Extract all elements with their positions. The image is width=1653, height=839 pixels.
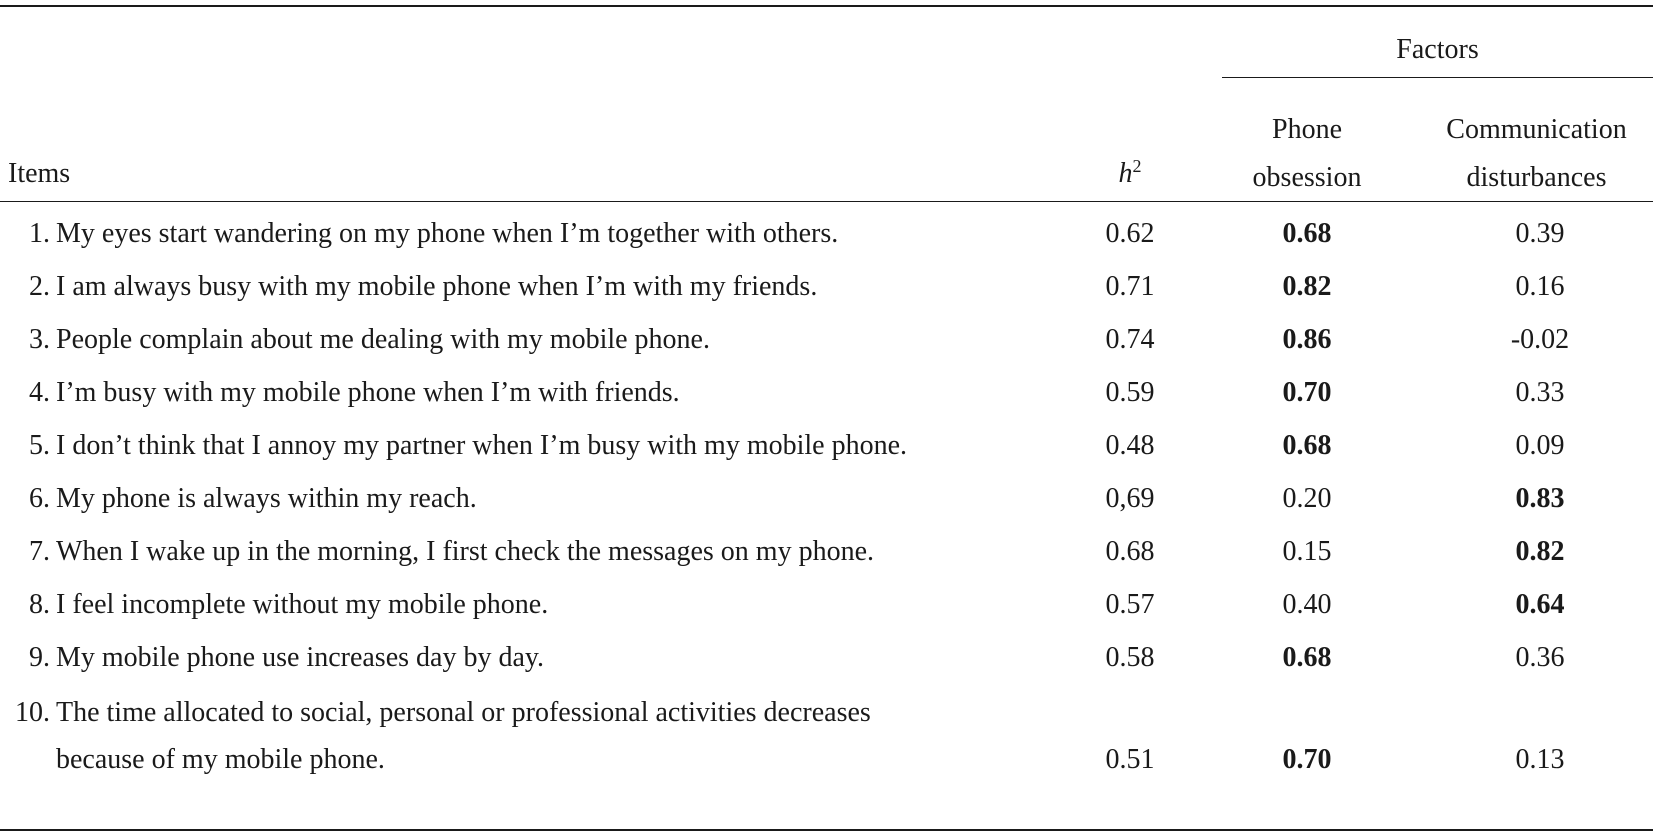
factors-header: Factors <box>1396 34 1479 65</box>
communication-disturbances-loading: 0.33 <box>1515 377 1565 408</box>
item-text: I feel incomplete without my mobile phone. <box>56 589 549 620</box>
communality-value: 0.68 <box>1105 536 1155 567</box>
communality-value: 0.51 <box>1105 744 1155 775</box>
communality-superscript: 2 <box>1132 156 1142 176</box>
phone-obsession-header-line1: Phone <box>1272 114 1342 145</box>
communality-value: 0.74 <box>1105 324 1155 355</box>
phone-obsession-loading: 0.82 <box>1282 271 1332 302</box>
communication-header-line1: Communication <box>1446 114 1627 145</box>
item-text-continued: because of my mobile phone. <box>56 744 385 775</box>
communality-value: 0.58 <box>1105 642 1155 673</box>
communication-disturbances-loading: 0.13 <box>1515 744 1565 775</box>
phone-obsession-loading: 0.15 <box>1282 536 1332 567</box>
communication-disturbances-loading: 0.64 <box>1515 589 1565 620</box>
communication-disturbances-loading: -0.02 <box>1510 324 1570 355</box>
communication-disturbances-loading: 0.39 <box>1515 218 1565 249</box>
communality-value: 0,69 <box>1105 483 1155 514</box>
phone-obsession-header-line2: obsession <box>1252 162 1362 193</box>
communality-symbol: h <box>1118 158 1133 189</box>
item-text: My eyes start wandering on my phone when I’m together with others. <box>56 218 839 249</box>
communality-value: 0.62 <box>1105 218 1155 249</box>
communality-value: 0.48 <box>1105 430 1155 461</box>
item-text: I am always busy with my mobile phone when I’m with my friends. <box>56 271 818 302</box>
item-number: 3. <box>29 324 50 355</box>
communality-value: 0.57 <box>1105 589 1155 620</box>
item-number: 6. <box>29 483 50 514</box>
phone-obsession-loading: 0.68 <box>1282 642 1332 673</box>
item-text: When I wake up in the morning, I first check the messages on my phone. <box>56 536 875 567</box>
communication-disturbances-loading: 0.09 <box>1515 430 1565 461</box>
phone-obsession-loading: 0.86 <box>1282 324 1332 355</box>
item-number: 10. <box>15 697 50 728</box>
phone-obsession-loading: 0.40 <box>1282 589 1332 620</box>
item-number: 9. <box>29 642 50 673</box>
communication-header-line2: disturbances <box>1466 162 1607 193</box>
item-number: 5. <box>29 430 50 461</box>
item-text: My phone is always within my reach. <box>56 483 477 514</box>
communication-disturbances-header <box>1420 106 1653 202</box>
phone-obsession-header <box>1222 106 1392 202</box>
communication-disturbances-loading: 0.83 <box>1515 483 1565 514</box>
communality-header <box>1090 158 1170 190</box>
item-text: I’m busy with my mobile phone when I’m with friends. <box>56 377 680 408</box>
phone-obsession-loading: 0.68 <box>1282 430 1332 461</box>
item-text: I don’t think that I annoy my partner when I’m busy with my mobile phone. <box>56 430 908 461</box>
item-number: 8. <box>29 589 50 620</box>
header-rule <box>0 201 1653 202</box>
item-number: 7. <box>29 536 50 567</box>
communication-disturbances-loading: 0.36 <box>1515 642 1565 673</box>
phone-obsession-loading: 0.20 <box>1282 483 1332 514</box>
bottom-rule <box>0 829 1653 831</box>
item-number: 1. <box>29 218 50 249</box>
item-text: The time allocated to social, personal or professional activities decreases <box>56 697 871 728</box>
communication-disturbances-loading: 0.16 <box>1515 271 1565 302</box>
phone-obsession-loading: 0.70 <box>1282 744 1332 775</box>
phone-obsession-loading: 0.70 <box>1282 377 1332 408</box>
item-number: 2. <box>29 271 50 302</box>
communality-value: 0.71 <box>1105 271 1155 302</box>
items-header: Items <box>8 158 71 189</box>
phone-obsession-loading: 0.68 <box>1282 218 1332 249</box>
communication-disturbances-loading: 0.82 <box>1515 536 1565 567</box>
communality-value: 0.59 <box>1105 377 1155 408</box>
top-rule <box>0 5 1653 7</box>
factors-underline <box>1222 77 1653 78</box>
item-text: My mobile phone use increases day by day. <box>56 642 545 673</box>
item-text: People complain about me dealing with my mobile phone. <box>56 324 710 355</box>
item-number: 4. <box>29 377 50 408</box>
